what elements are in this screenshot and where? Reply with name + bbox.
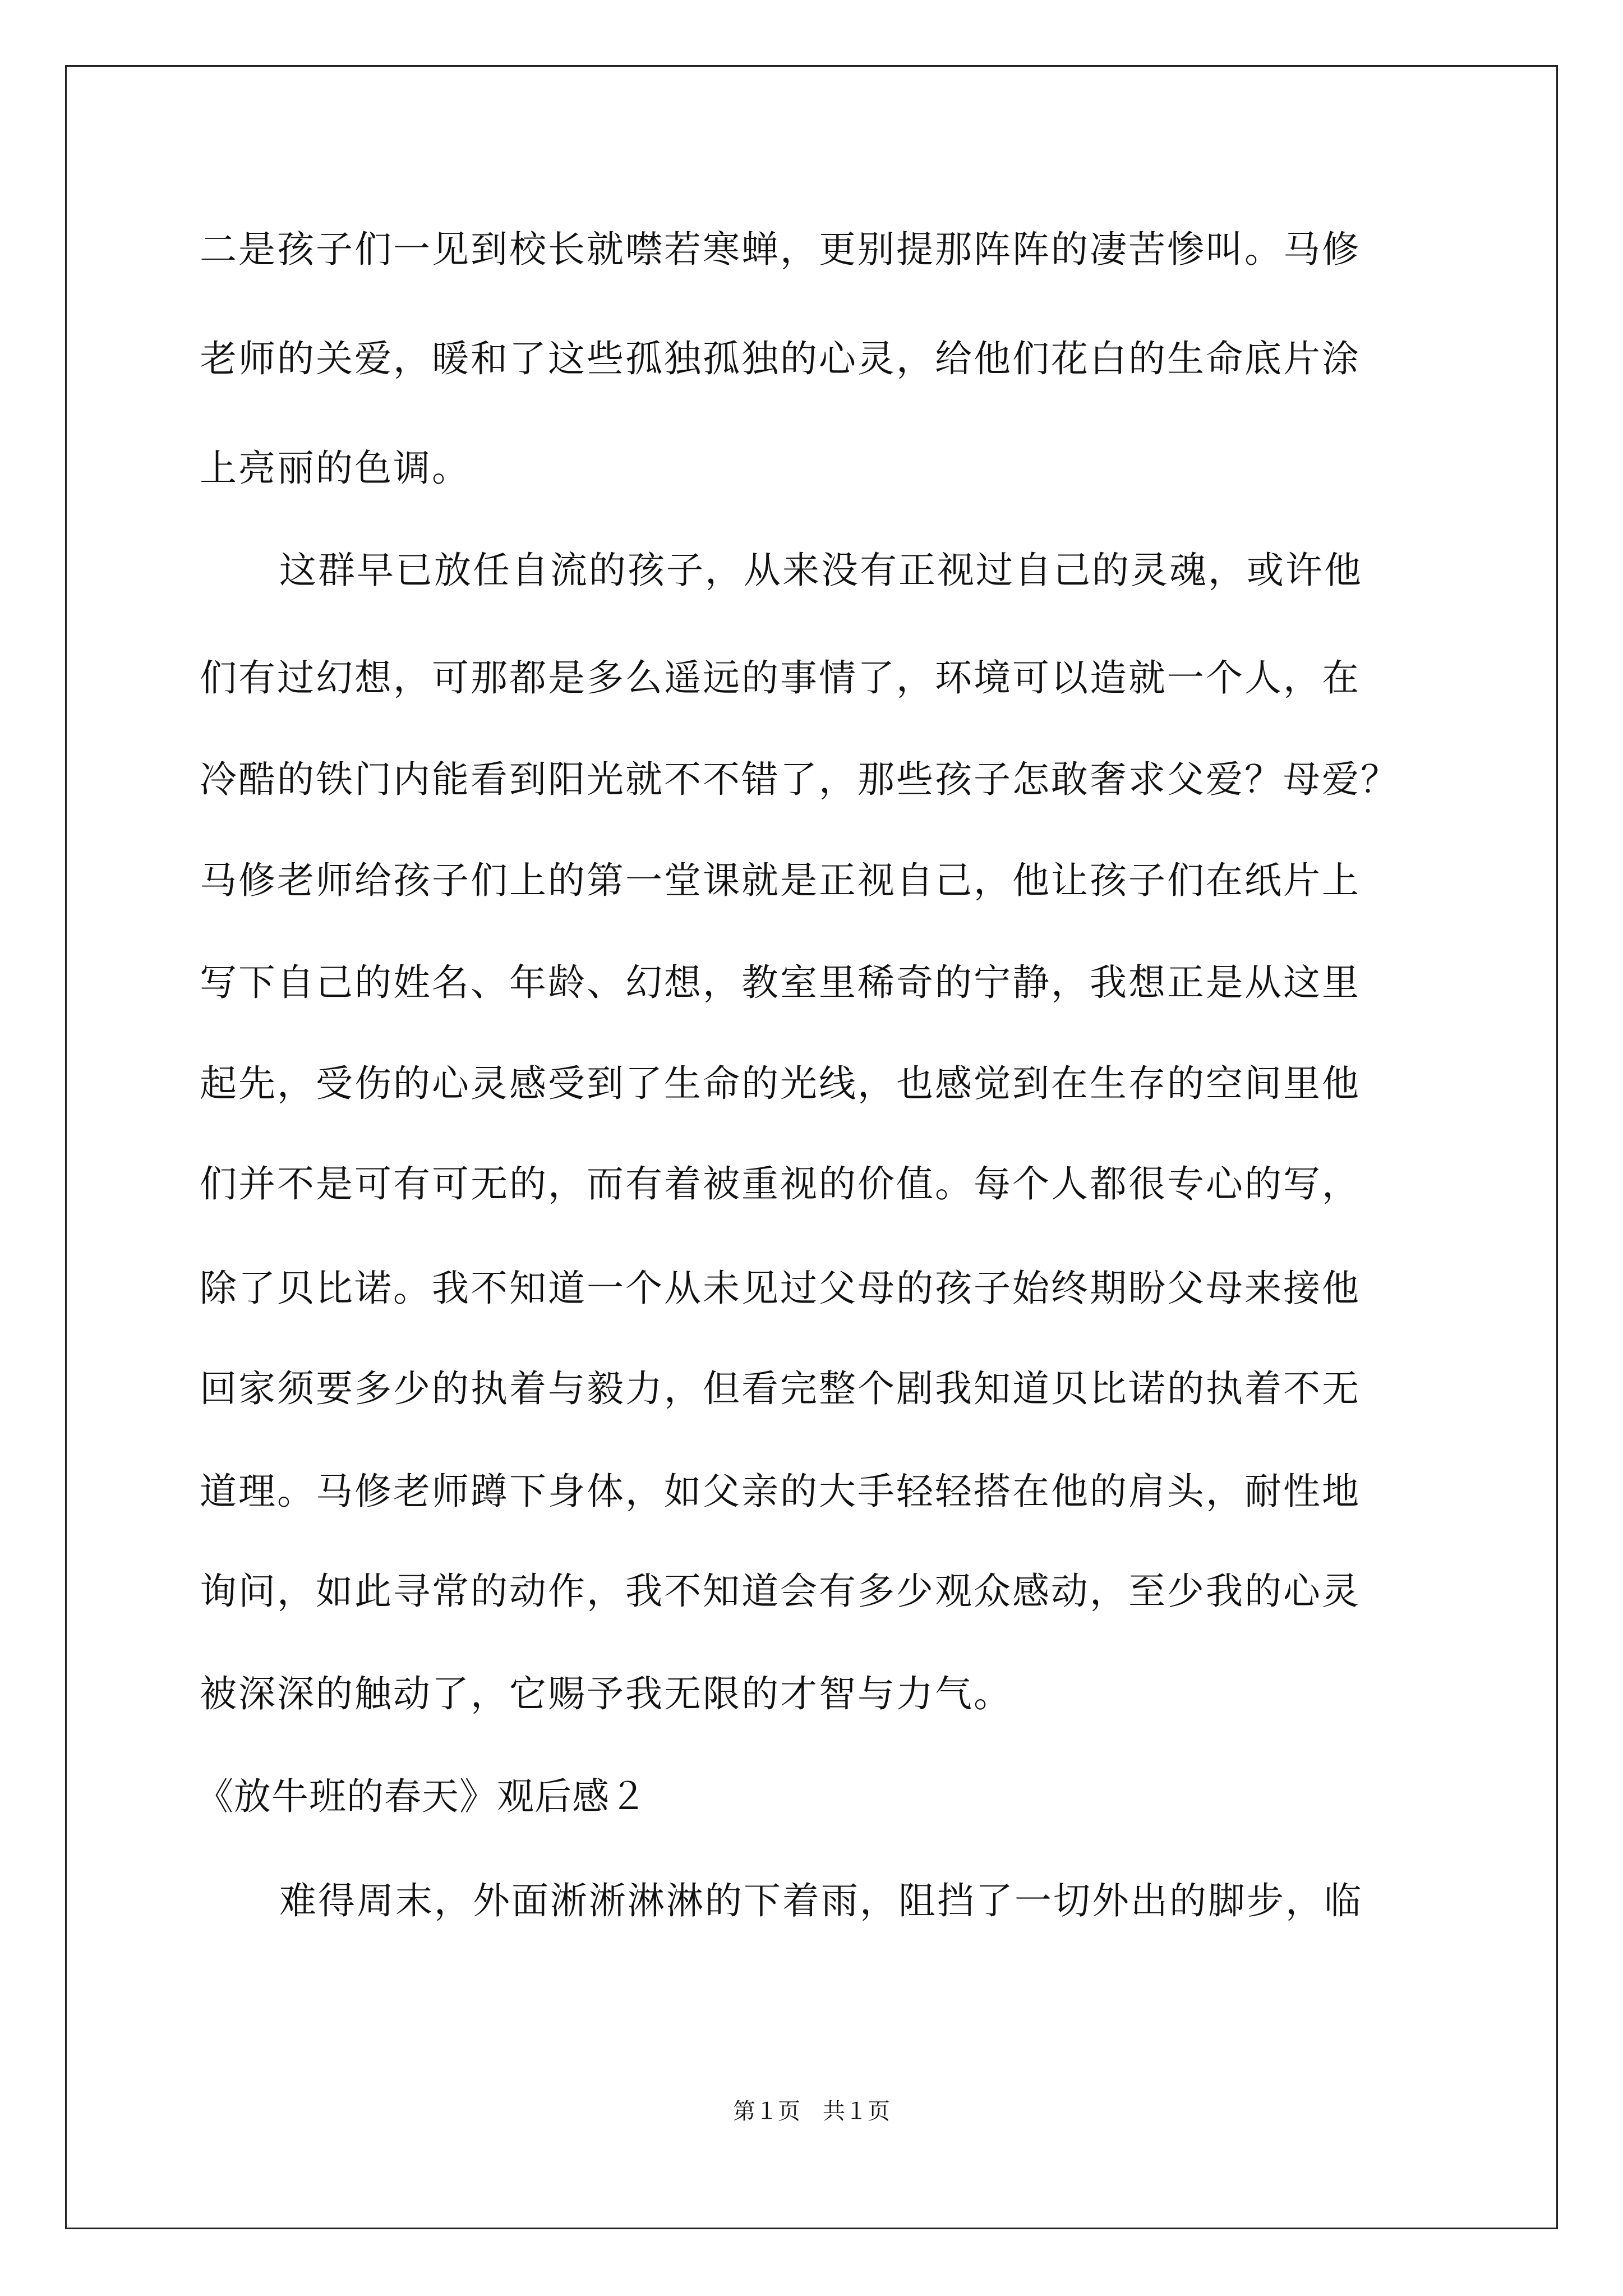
body-line-4: 这群早已放任自流的孩子，从来没有正视过自己的灵魂，或许他: [279, 549, 1363, 592]
body-line-3: 上亮丽的色调。: [200, 447, 471, 490]
body-line-5: 们有过幻想，可那都是多么遥远的事情了，环境可以造就一个人，在: [200, 656, 1361, 700]
body-line-8: 写下自己的姓名、年龄、幻想，教室里稀奇的宁静，我想正是从这里: [200, 961, 1361, 1004]
body-line-7: 马修老师给孩子们上的第一堂课就是正视自己，他让孩子们在纸片上: [200, 859, 1361, 902]
body-line-12: 回家须要多少的执着与毅力，但看完整个剧我知道贝比诺的执着不无: [200, 1367, 1361, 1410]
body-line-9: 起先，受伤的心灵感受到了生命的光线，也感觉到在生存的空间里他: [200, 1062, 1361, 1105]
section-heading: 《放牛班的春天》观后感２: [196, 1775, 647, 1818]
body-line-13: 道理。马修老师蹲下身体，如父亲的大手轻轻搭在他的肩头，耐性地: [200, 1470, 1361, 1513]
body-line-15: 被深深的触动了，它赐予我无限的才智与力气。: [200, 1672, 1012, 1715]
body-line-1: 二是孩子们一见到校长就噤若寒蝉，更别提那阵阵的凄苦惨叫。马修: [200, 228, 1361, 271]
body-line-6: 冷酷的铁门内能看到阳光就不不错了，那些孩子怎敢奢求父爱？母爱？: [200, 758, 1399, 801]
body-line-11: 除了贝比诺。我不知道一个从未见过父母的孩子始终期盼父母来接他: [200, 1267, 1361, 1310]
body-line-10: 们并不是可有可无的，而有着被重视的价值。每个人都很专心的写，: [200, 1162, 1361, 1205]
body-line-14: 询问，如此寻常的动作，我不知道会有多少观众感动，至少我的心灵: [200, 1570, 1361, 1613]
body-line-16: 难得周末，外面淅淅淋淋的下着雨，阻挡了一切外出的脚步，临: [279, 1879, 1363, 1922]
body-line-2: 老师的关爱，暖和了这些孤独孤独的心灵，给他们花白的生命底片涂: [200, 337, 1361, 380]
page-footer: 第１页 共１页: [733, 2099, 890, 2124]
